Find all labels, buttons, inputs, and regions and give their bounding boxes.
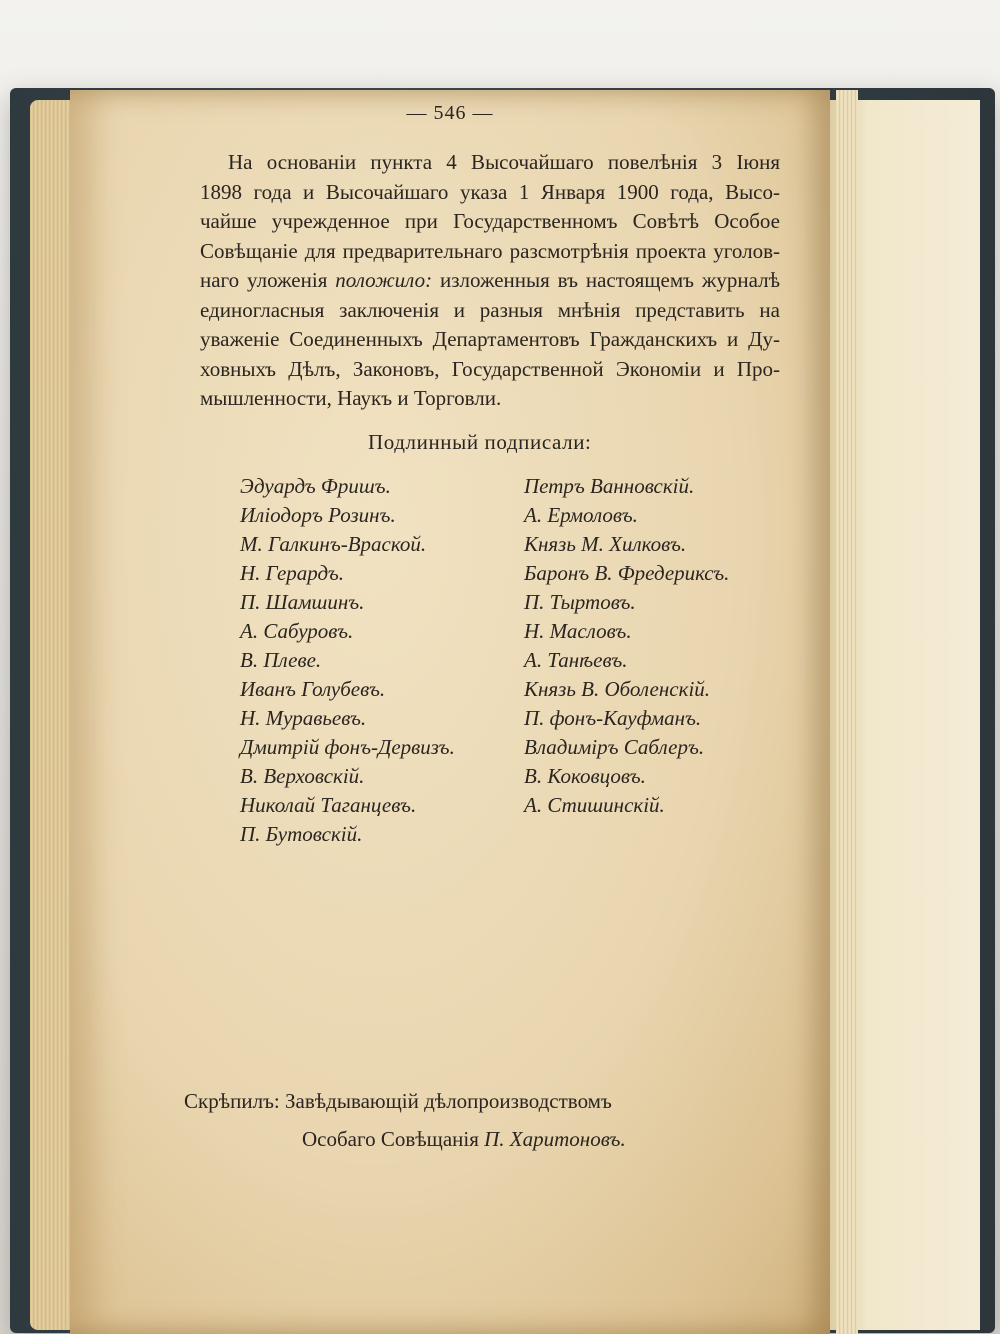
book-page: [70, 90, 830, 1334]
attestation-text: Завѣдывающiй дѣлопроизводствомъ: [285, 1089, 612, 1113]
signatory-name: В. Плеве.: [240, 648, 322, 672]
signatory-name: Петръ Ванновскiй.: [524, 474, 695, 498]
signatory-name: Н. Масловъ.: [524, 619, 632, 643]
paragraph-line: ховныхъ Дѣлъ, Законовъ, Государственной Экономіи и Про-: [200, 356, 780, 381]
attestation-label: Скрѣпилъ:: [184, 1089, 280, 1113]
signatory-name: А. Танѣевъ.: [524, 648, 628, 672]
paragraph-line: уваженіе Соединенныхъ Департаментовъ Гражданскихъ и Ду-: [200, 327, 780, 351]
signed-heading: Подлинный подписали:: [368, 430, 592, 454]
paragraph-fragment: наго уложенія: [200, 268, 328, 292]
signatory-name: П. Шамшинъ.: [240, 590, 365, 614]
page-number: — 546 —: [406, 102, 494, 124]
paragraph-line: 1898 года и Высочайшаго указа 1 Января 1900 года, Высо-: [200, 179, 780, 204]
signatory-name: В. Верховскiй.: [240, 764, 365, 788]
attestation-text: Особаго Совѣщанiя: [302, 1127, 479, 1151]
signatory-name: М. Галкинъ-Враской.: [240, 532, 427, 556]
signatory-name: А. Ермоловъ.: [524, 503, 638, 527]
signatory-name: Князь В. Оболенскiй.: [524, 677, 711, 701]
body-paragraph: [200, 148, 780, 414]
signatory-name: Дмитрiй фонъ-Дервизъ.: [240, 735, 455, 759]
attestation-block: [184, 1082, 626, 1158]
signatory-name: Князь М. Хилковъ.: [524, 532, 687, 556]
emphasis-word: положило:: [335, 268, 433, 292]
paragraph-line: чайше учрежденное при Государственномъ Совѣтѣ Особое: [200, 209, 780, 233]
paragraph-line-with-emphasis: [200, 266, 780, 296]
paragraph-fragment: изложенныя въ настоящемъ журналѣ: [440, 268, 781, 292]
signatory-name: Эдуардъ Фришъ.: [240, 474, 391, 498]
paragraph-line: Совѣщаніе для предварительнаго разсмотрѣнія проекта уголов-: [200, 238, 780, 263]
paragraph-line: единогласныя заключенія и разныя мнѣнія представить на: [200, 297, 780, 322]
book-page-edges-right: [836, 90, 858, 1334]
signatory-name: Н. Муравьевъ.: [240, 706, 367, 730]
signatory-name: П. Бутовскiй.: [240, 822, 363, 846]
signatory-name: А. Стишинскiй.: [524, 793, 665, 817]
signatory-name: П. Тыртовъ.: [524, 590, 636, 614]
signatory-name: В. Коковцовъ.: [524, 764, 646, 788]
signatories-right-column: [524, 472, 729, 820]
attestation-line-1: [184, 1082, 626, 1120]
signatory-name: Николай Таганцевъ.: [240, 793, 417, 817]
signatory-name: Баронъ В. Фредериксъ.: [524, 561, 730, 585]
paragraph-line: мышленности, Наукъ и Торговли.: [200, 386, 502, 410]
signatory-name: Иванъ Голубевъ.: [240, 677, 386, 701]
signatory-name: Владимiръ Саблеръ.: [524, 735, 705, 759]
attestation-line-2: [184, 1120, 626, 1158]
signatory-name: А. Сабуровъ.: [240, 619, 354, 643]
signatory-name: П. фонъ-Кауфманъ.: [524, 706, 702, 730]
attestation-name: П. Харитоновъ.: [484, 1127, 626, 1151]
paragraph-line: На основаніи пункта 4 Высочайшаго повелѣнія 3 Іюня: [228, 150, 780, 174]
signatories-left-column: [240, 472, 455, 849]
signatory-name: Н. Герардъ.: [240, 561, 345, 585]
signatory-name: Илiодоръ Розинъ.: [240, 503, 396, 527]
